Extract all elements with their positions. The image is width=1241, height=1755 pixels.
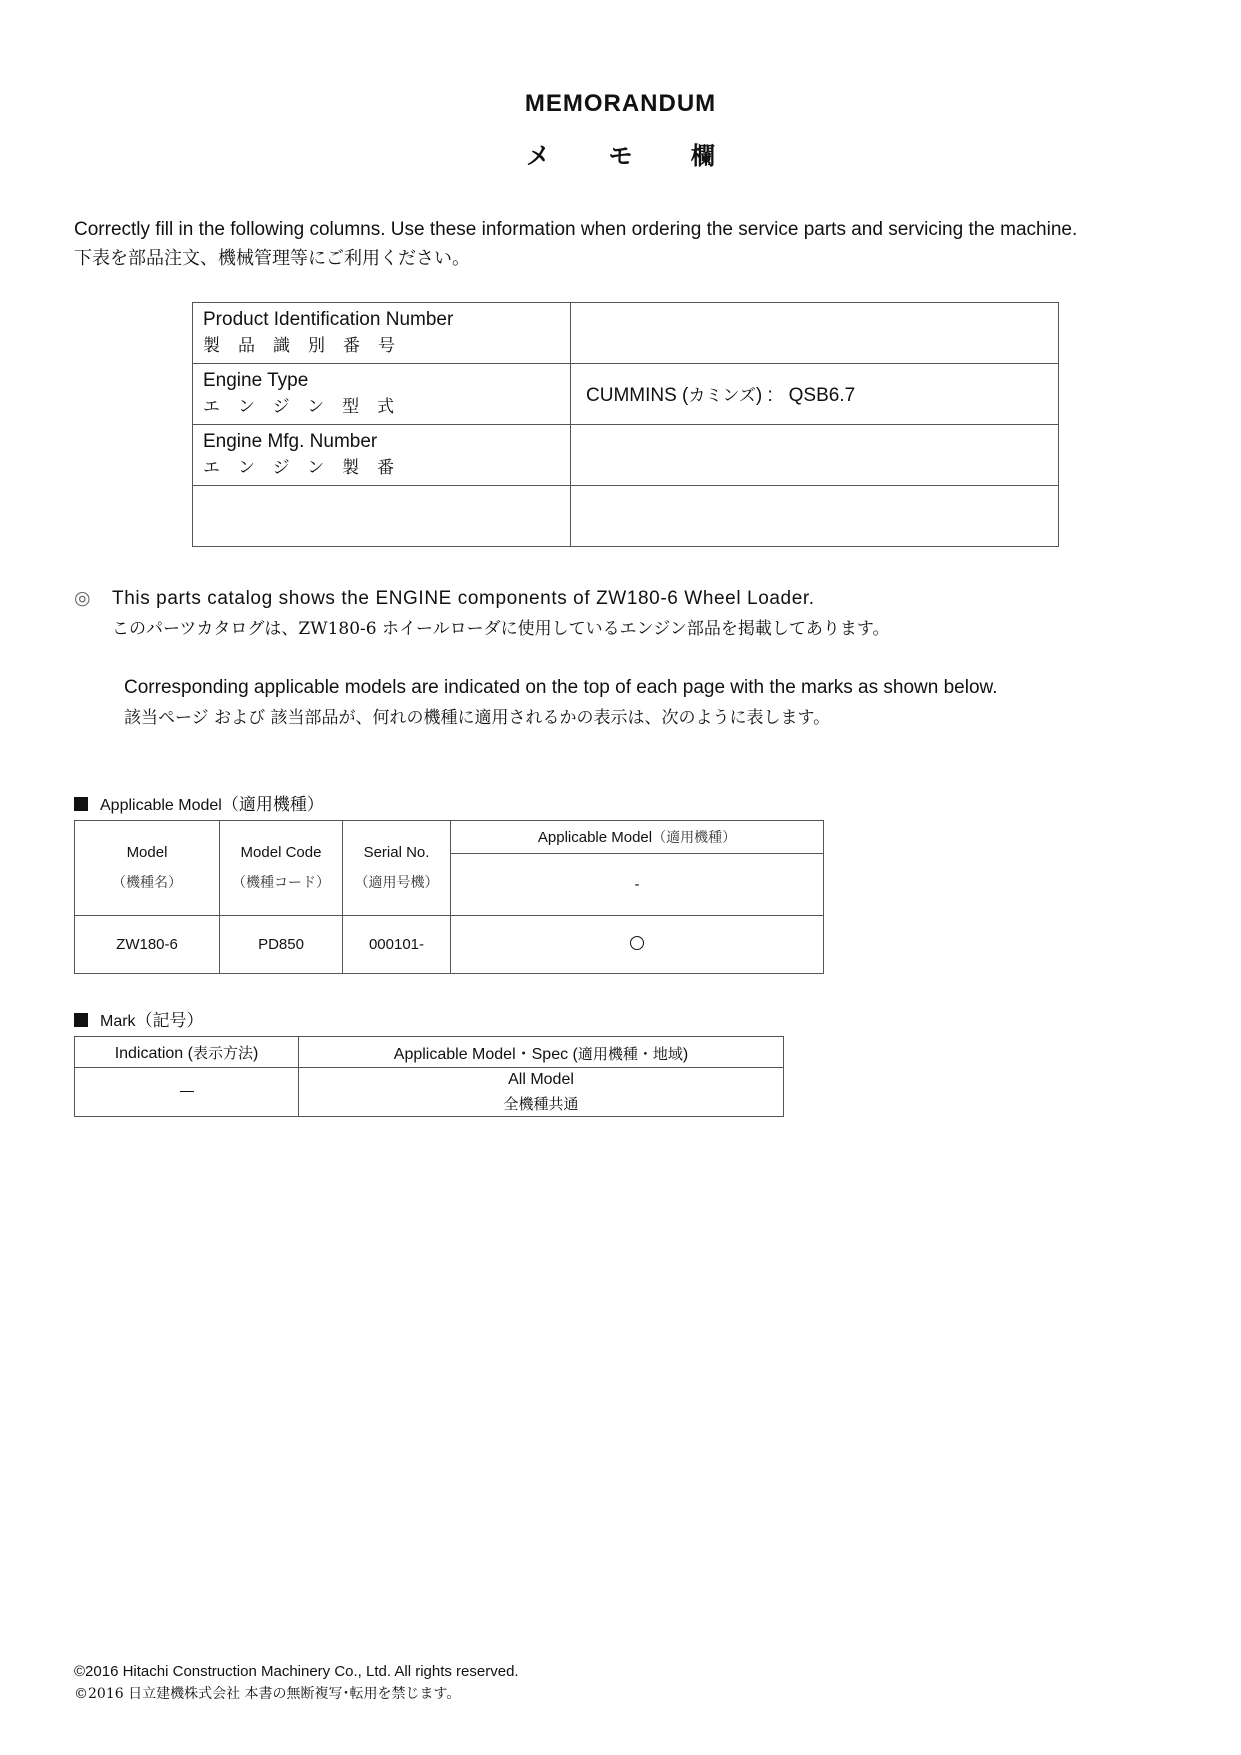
catalog-note-english: This parts catalog shows the ENGINE components of ZW180-6 Wheel Loader. xyxy=(112,588,815,609)
all-model-ja: 全機種共通 xyxy=(503,1095,579,1113)
engine-type-value[interactable] xyxy=(571,364,1059,425)
product-id-label xyxy=(193,303,571,364)
applicable-spec-header-en: Applicable Model・Spec ( xyxy=(393,1045,578,1063)
copyright-english: ©2016 Hitachi Construction Machinery Co., Ltd. All rights reserved. xyxy=(74,1663,519,1680)
square-bullet-icon xyxy=(74,1013,88,1027)
applicable-model-header xyxy=(451,821,824,854)
model-code-header xyxy=(220,821,343,916)
table-row xyxy=(193,364,1059,425)
applicable-model-table xyxy=(74,820,824,974)
product-id-label-en: Product Identification Number xyxy=(203,309,454,330)
indication-header-ja: 表示方法 xyxy=(192,1043,253,1062)
engine-type-label xyxy=(193,364,571,425)
catalog-note-japanese: このパーツカタログは、ZW180-6 ホイールローダに使用しているエンジン部品を掲載してあります。 xyxy=(112,619,890,639)
applicable-model-header-en: Applicable Model xyxy=(537,829,653,846)
table-row xyxy=(193,425,1059,486)
copyright-japanese: ©2016 日立建機株式会社 本書の無断複写･転用を禁じます。 xyxy=(74,1686,461,1702)
product-id-value[interactable] xyxy=(571,303,1059,364)
applicable-spec-header-ja: 適用機種・地域 xyxy=(577,1044,683,1063)
model-header-en: Model xyxy=(126,844,168,861)
double-circle-icon: ◎ xyxy=(74,588,91,609)
engine-type-label-en: Engine Type xyxy=(203,370,309,391)
table-row xyxy=(75,916,824,974)
blank-label-cell[interactable] xyxy=(193,486,571,547)
applicable-model-heading-ja: （適用機種） xyxy=(221,795,324,815)
table-row xyxy=(75,1037,784,1068)
applicable-model-subheader: - xyxy=(451,854,824,916)
indication-header-close: ) xyxy=(252,1044,259,1062)
intro-text xyxy=(74,215,1077,273)
engine-mfg-label-ja: エンジン製番 xyxy=(203,458,413,478)
mark-table xyxy=(74,1036,784,1117)
all-model-cell xyxy=(299,1068,784,1117)
applicable-models-note-japanese: 該当ページ および 該当部品が、何れの機種に適用されるかの表示は、次のように表します。 xyxy=(124,708,831,728)
table-row xyxy=(75,1068,784,1117)
indication-cell xyxy=(75,1068,299,1117)
product-id-label-ja: 製品識別番号 xyxy=(203,336,413,356)
applicable-spec-header xyxy=(299,1037,784,1068)
catalog-note xyxy=(74,584,889,644)
mark-heading xyxy=(74,1006,204,1031)
model-code-header-ja: （機種コード） xyxy=(232,875,330,891)
blank-value-cell[interactable] xyxy=(571,486,1059,547)
indication-header xyxy=(75,1037,299,1068)
square-bullet-icon xyxy=(74,797,88,811)
engine-type-value-model: ) : QSB6.7 xyxy=(755,385,856,406)
model-header xyxy=(75,821,220,916)
table-row xyxy=(193,303,1059,364)
all-model-en: All Model xyxy=(508,1071,574,1088)
engine-mfg-value[interactable] xyxy=(571,425,1059,486)
applicable-cell xyxy=(451,916,824,974)
page-title-japanese: メ モ 欄 xyxy=(526,142,715,170)
applicable-model-heading-en: Applicable Model xyxy=(100,797,222,814)
copyright-footer xyxy=(74,1661,519,1705)
intro-japanese: 下表を部品注文、機械管理等にご利用ください。 xyxy=(74,248,470,269)
engine-mfg-label-en: Engine Mfg. Number xyxy=(203,431,378,452)
applicable-models-note xyxy=(124,673,997,733)
dash-mark-icon xyxy=(180,1091,194,1092)
engine-type-value-ja: カミンズ xyxy=(688,386,756,406)
serial-header-ja: （適用号機） xyxy=(354,875,439,891)
table-row xyxy=(193,486,1059,547)
applicable-model-heading xyxy=(74,790,324,815)
engine-mfg-label xyxy=(193,425,571,486)
mark-heading-en: Mark xyxy=(100,1013,136,1030)
model-code-cell: PD850 xyxy=(220,916,343,974)
applicable-models-note-english: Corresponding applicable models are indicated on the top of each page with the marks as shown below. xyxy=(124,677,998,698)
serial-header-en: Serial No. xyxy=(363,844,430,861)
intro-english: Correctly fill in the following columns. Use these information when ordering the service parts and servicing the machine. xyxy=(74,219,1078,240)
model-header-ja: （機種名） xyxy=(112,875,182,891)
circle-icon xyxy=(630,936,644,950)
applicable-spec-header-close: ) xyxy=(682,1045,689,1063)
indication-header-en: Indication ( xyxy=(114,1044,193,1062)
engine-type-label-ja: エンジン型式 xyxy=(203,397,413,417)
machine-info-table xyxy=(192,302,1059,547)
applicable-model-header-ja: （適用機種） xyxy=(652,830,737,846)
serial-header xyxy=(343,821,451,916)
mark-heading-ja: （記号） xyxy=(135,1011,204,1031)
page-title: MEMORANDUM xyxy=(524,90,717,117)
engine-type-value-en: CUMMINS ( xyxy=(586,385,689,406)
model-code-header-en: Model Code xyxy=(240,844,322,861)
serial-cell: 000101- xyxy=(343,916,451,974)
table-row xyxy=(75,821,824,854)
model-cell: ZW180-6 xyxy=(75,916,220,974)
